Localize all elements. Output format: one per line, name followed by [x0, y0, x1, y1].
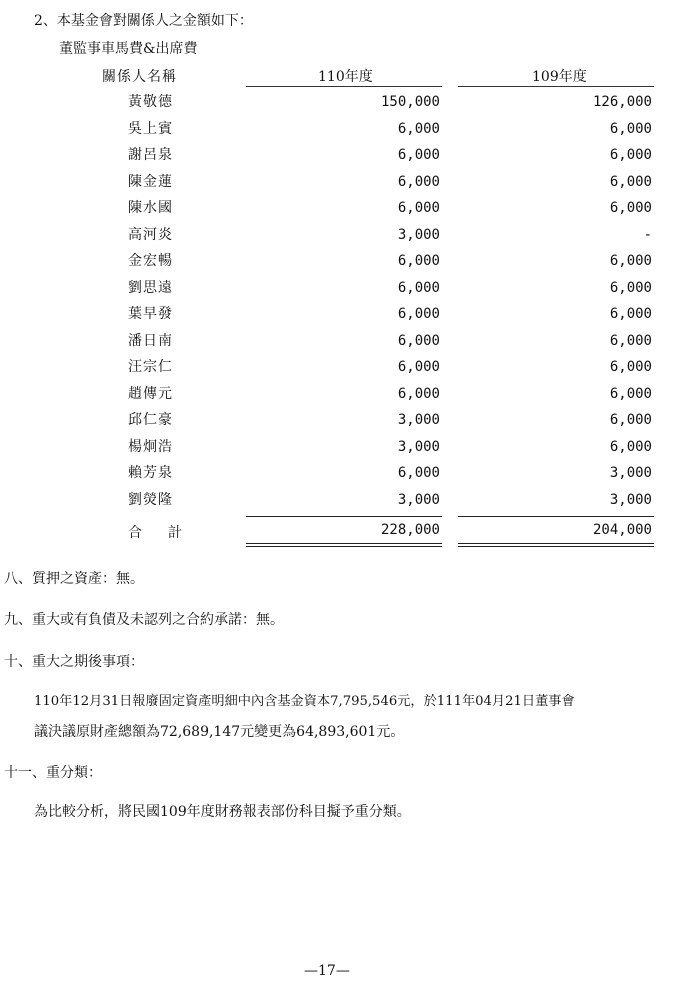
related-party-name: 陳水國	[128, 200, 173, 216]
amount-110: 6,000	[397, 332, 440, 349]
double-line-109-b	[458, 546, 654, 547]
related-party-name: 汪宗仁	[128, 359, 173, 375]
related-party-name: 陳金蓮	[128, 173, 173, 190]
amount-110: 3,000	[397, 438, 440, 455]
amount-109: 126,000	[592, 94, 652, 110]
related-party-name: 葉早發	[128, 306, 173, 322]
amount-110: 3,000	[397, 226, 440, 243]
amount-109: 6,000	[609, 306, 652, 322]
amount-109: 3,000	[609, 491, 652, 508]
related-party-name: 劉熒隆	[128, 491, 173, 508]
table-row	[0, 252, 676, 279]
header-underline-110	[246, 86, 442, 87]
table-row	[0, 491, 676, 518]
amount-110: 150,000	[380, 94, 440, 110]
page-number: —17—	[304, 963, 350, 979]
related-party-name: 金宏暢	[128, 253, 173, 269]
amount-110: 6,000	[397, 120, 440, 137]
related-party-name: 謝呂泉	[128, 147, 173, 163]
subtotal-line-109	[458, 516, 654, 517]
section11-text: 為比較分析，將民國109年度財務報表部份科目擬予重分類。	[34, 804, 411, 820]
related-party-name: 賴芳泉	[128, 465, 173, 481]
amount-109: 6,000	[609, 385, 652, 402]
header-name: 關係人名稱	[102, 69, 177, 85]
section10-line2: 議決議原財產總額為72,689,147元變更為64,893,601元。	[34, 724, 405, 740]
table-row	[0, 173, 676, 200]
related-party-name: 高河炎	[128, 226, 173, 243]
section10-line1: 110年12月31日報廢固定資產明細中內含基金資本7,795,546元，於111年04月21日董事會	[34, 694, 575, 709]
amount-109: 6,000	[609, 173, 652, 190]
table-row	[0, 279, 676, 306]
amount-109: 6,000	[609, 120, 652, 137]
table-row	[0, 120, 676, 147]
amount-109: 3,000	[609, 465, 652, 481]
header-109: 109年度	[532, 69, 587, 85]
subtotal-line-110	[246, 516, 442, 517]
table-row	[0, 305, 676, 332]
table-body	[0, 93, 676, 517]
section11-heading: 十一、重分類：	[4, 765, 102, 781]
table-row	[0, 226, 676, 253]
amount-110: 6,000	[397, 359, 440, 375]
section10-heading: 十、重大之期後事項：	[4, 654, 144, 670]
related-party-name: 潘日南	[128, 332, 173, 349]
amount-109: 6,000	[609, 359, 652, 375]
related-party-name: 劉思遠	[128, 279, 173, 296]
amount-110: 6,000	[397, 173, 440, 190]
section9-text: 九、重大或有負債及未認列之合約承諾：無。	[4, 612, 284, 628]
amount-110: 6,000	[397, 279, 440, 296]
section8-text: 八、質押之資產：無。	[4, 571, 144, 587]
total-label: 合 計	[128, 525, 188, 541]
amount-110: 6,000	[397, 306, 440, 322]
header-110: 110年度	[318, 69, 373, 85]
amount-109: 6,000	[609, 332, 652, 349]
amount-110: 3,000	[397, 491, 440, 508]
double-line-110-a	[246, 543, 442, 544]
total-109: 204,000	[592, 522, 652, 538]
amount-110: 3,000	[397, 412, 440, 428]
amount-109: 6,000	[609, 147, 652, 163]
amount-109: 6,000	[609, 412, 652, 428]
related-party-name: 楊炯浩	[128, 438, 173, 455]
table-row	[0, 199, 676, 226]
double-line-110-b	[246, 546, 442, 547]
table-row	[0, 411, 676, 438]
table-row	[0, 464, 676, 491]
amount-110: 6,000	[397, 253, 440, 269]
table-row	[0, 358, 676, 385]
total-110: 228,000	[380, 522, 440, 538]
amount-110: 6,000	[397, 147, 440, 163]
related-party-name: 趙傳元	[128, 385, 173, 402]
related-party-name: 吳上賓	[128, 120, 173, 137]
amount-109: 6,000	[609, 253, 652, 269]
header-underline-109	[458, 86, 654, 87]
amount-109: -	[643, 226, 652, 243]
amount-109: 6,000	[609, 279, 652, 296]
section2-subheading: 董監事車馬費&出席費	[59, 41, 198, 57]
amount-109: 6,000	[609, 200, 652, 216]
amount-109: 6,000	[609, 438, 652, 455]
amount-110: 6,000	[397, 465, 440, 481]
double-line-109-a	[458, 543, 654, 544]
amount-110: 6,000	[397, 385, 440, 402]
table-row	[0, 93, 676, 120]
table-row	[0, 332, 676, 359]
section2-heading: 2、本基金會對關係人之金額如下：	[34, 13, 253, 29]
amount-110: 6,000	[397, 200, 440, 216]
table-row	[0, 438, 676, 465]
table-row	[0, 146, 676, 173]
related-party-name: 黃敬德	[128, 94, 173, 110]
related-party-name: 邱仁豪	[128, 412, 173, 428]
table-row	[0, 385, 676, 412]
